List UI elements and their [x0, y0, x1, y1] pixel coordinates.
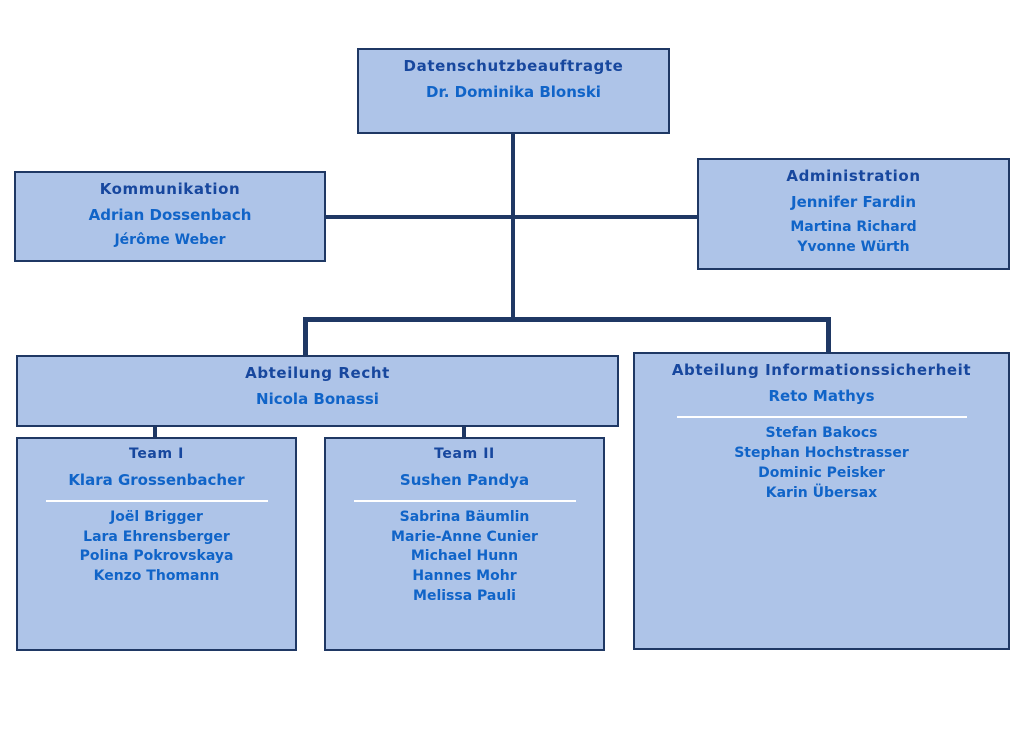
member: Stefan Bakocs [765, 425, 878, 441]
connector-dpo-vertical-lower [511, 219, 515, 320]
node-title: Team I [129, 446, 184, 462]
node-lead: Reto Mathys [768, 387, 875, 406]
node-team-2[interactable] [324, 437, 605, 651]
connector-branch-right-drop [826, 317, 831, 355]
member: Michael Hunn [410, 548, 519, 565]
member: Jérôme Weber [114, 232, 226, 248]
node-title: Administration [786, 167, 921, 185]
member: Sabrina Bäumlin [399, 508, 530, 525]
node-abteilung-recht[interactable] [16, 355, 619, 427]
node-team-1[interactable] [16, 437, 297, 651]
member: Lara Ehrensberger [83, 528, 230, 545]
node-members [16, 231, 324, 251]
member: Marie-Anne Cunier [391, 528, 538, 545]
member: Melissa Pauli [413, 588, 516, 605]
member: Dominic Peisker [758, 464, 885, 481]
member: Martina Richard [790, 219, 917, 235]
member: Hannes Mohr [412, 568, 517, 585]
node-lead: Klara Grossenbacher [68, 470, 245, 489]
member: Stephan Hochstrasser [734, 444, 909, 461]
node-members [699, 218, 1008, 258]
connector-branch-left-drop [303, 317, 308, 357]
member: Yvonne Würth [797, 238, 910, 255]
member: Kenzo Thomann [93, 568, 220, 585]
node-title: Abteilung Recht [245, 364, 390, 382]
node-administration[interactable] [697, 158, 1010, 270]
node-lead: Nicola Bonassi [256, 390, 379, 409]
connector-branch-horizontal [303, 317, 831, 322]
node-title: Team II [434, 446, 495, 462]
node-title: Kommunikation [99, 180, 241, 198]
divider [677, 416, 967, 418]
member: Joël Brigger [110, 508, 203, 525]
node-title: Abteilung Informationssicherheit [671, 361, 972, 379]
node-lead: Dr. Dominika Blonski [426, 83, 601, 102]
node-lead: Jennifer Fardin [790, 193, 917, 212]
divider [354, 500, 576, 502]
node-members [18, 508, 295, 588]
member: Karin Übersax [765, 484, 878, 501]
node-abteilung-informationssicherheit[interactable] [633, 352, 1010, 650]
node-lead: Sushen Pandya [399, 470, 530, 489]
node-kommunikation[interactable] [14, 171, 326, 262]
node-title: Datenschutzbeauftragte [403, 57, 624, 75]
node-datenschutzbeauftragte[interactable] [357, 48, 670, 134]
node-members [326, 508, 603, 607]
member: Polina Pokrovskaya [79, 548, 234, 565]
node-members [635, 424, 1008, 504]
divider [46, 500, 268, 502]
node-lead: Adrian Dossenbach [88, 206, 252, 225]
